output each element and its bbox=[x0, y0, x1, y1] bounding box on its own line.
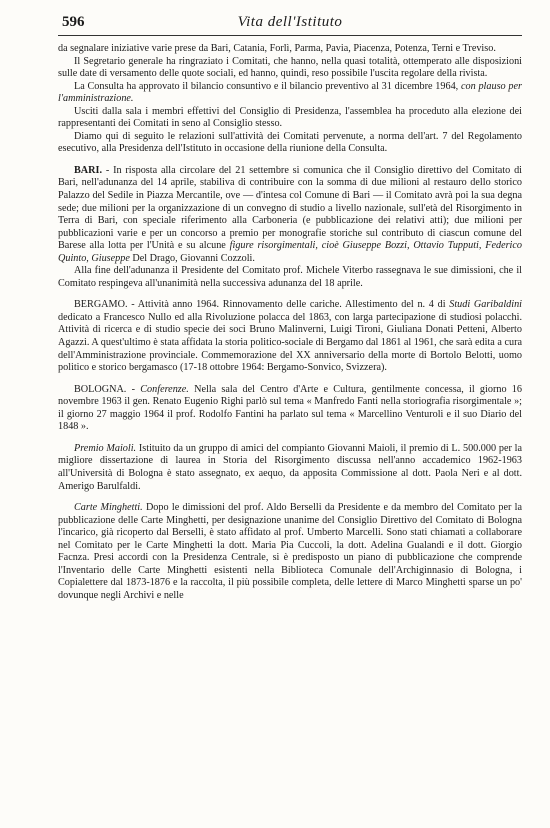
text-run: Nella sala del Centro d'Arte e Cultura, gentilmente concessa, il giorno 16 novembre 1963 il gen. Renato Eugenio Righi parlò sul tema « Manfredo Fanti nella storiografia risorgimentale »; il giorno 27 maggio 1964 il prof. Rodolfo Fantini ha parlato sul tema « Marcellino Venturoli e il suo Diario del 1848 ». bbox=[58, 383, 522, 433]
paragraph-p11 bbox=[58, 502, 522, 602]
paragraph-gap bbox=[58, 290, 522, 299]
paragraph-p4 bbox=[58, 106, 522, 131]
paragraph-p8 bbox=[58, 299, 522, 374]
paragraph-p10 bbox=[58, 443, 522, 493]
text-run: Istituito da un gruppo di amici del compianto Giovanni Maioli, il premio di L. 500.000 per la migliore dissertazione di laurea in Storia del Risorgimento discussa nell'anno accademico 1962-1963 all'Università di Bologna è stato assegnato, ex aequo, da apposita Commissione al dott. Paola Neri e al dott. Amerigo Barulfaldi. bbox=[58, 442, 523, 492]
running-title: Vita dell'Istituto bbox=[237, 14, 343, 30]
text-run: Dopo le dimissioni del prof. Aldo Berselli da Presidente e da membro del Comitato per la pubblicazione delle Carte Minghetti, per designazione unanime del Consiglio Direttivo del Comitato di Bologna l'incarico, già ricoperto dal Berselli, è stato affidato al prof. Umberto Marcelli. Sono stati chiamati a collaborare nel Comitato per le Carte Minghetti la dott. Maria Pia Cuccoli, la dott. Adelina Gualandi e il dott. Giorgio Facnza. Presi accordi con la Presidenza Centrale, si è predisposto un piano di pubblicazione che comprende l'Inventario delle Carte Minghetti esistenti nella Biblioteca Comunale dell'Archiginnasio di Bologna, i Copialettere dal 1873-1876 e la raccolta, il più possibile completa, delle lettere di Marco Minghetti sparse un po' dovunque negli Archivi e nelle bbox=[58, 502, 522, 601]
text-run: dedicato a Francesco Nullo ed alla Rivoluzione polacca del 1863, con larga partecipazione di studiosi polacchi. Attività di ricerca e di studio specie dei soci Bruno Malinverni, Luigi Tironi, Giuliana Donati Petteni, Alberto Agazzi. A quest'ultimo è stata affidata la storia politico-sociale di Bergamo dal 1861 al 1961, che sarà edita a cura dell'Amministrazione provinciale. Commemorazione del XX anniversario della morte di Bortolo Belotti, uomo politico e storico bergamasco (17-18 ottobre 1964: Bergamo-Sonvico, Svizzera). bbox=[58, 311, 522, 374]
paragraph-gap bbox=[58, 156, 522, 165]
text-run: Carte Minghetti. bbox=[74, 502, 143, 514]
paragraph-p5 bbox=[58, 131, 522, 156]
text-run: BARI. bbox=[74, 164, 103, 176]
paragraph-p2 bbox=[58, 56, 522, 81]
text-run: figure risorgimentali, cioè Giuseppe Bozzi, Ottavio Tupputi, Federico Quinto, Giuseppe bbox=[58, 240, 523, 264]
text-run: Conferenze. bbox=[140, 383, 189, 395]
page-header bbox=[58, 14, 522, 36]
header-rule bbox=[58, 35, 522, 36]
text-run: Il Segretario generale ha ringraziato i Comitati, che hanno, nella quasi totalità, ottemperato alle disposizioni sulle date di versamento delle quote sociali, ed hanno, quindi, reso possibile l'uscita regolare della rivista. bbox=[58, 55, 522, 80]
paragraph-gap bbox=[58, 375, 522, 384]
text-run: Diamo qui di seguito le relazioni sull'attività dei Comitati pervenute, a norma dell'art. 7 del Regolamento esecutivo, alla Presidenza dell'Istituto in occasione della riunione della Consulta. bbox=[58, 130, 522, 155]
text-run: Studi Garibaldini bbox=[449, 299, 522, 311]
text-run: Alla fine dell'adunanza il Presidente del Comitato prof. Michele Viterbo rassegnava le sue dimissioni, che il Comitato respingeva all'unanimità nella successiva adunanza del 18 aprile. bbox=[58, 265, 522, 289]
text-run: da segnalare iniziative varie prese da Bari, Catania, Forlì, Parma, Pavia, Piacenza, Potenza, Terni e Treviso. bbox=[58, 43, 496, 54]
text-run: - In risposta alla circolare del 21 settembre si comunica che il Consiglio direttivo del Comitato di Bari, nell'adunanza del 14 aprile, stabiliva di contribuire con la somma di due milioni al restauro dello storico Palazzo del Sedile in Piazza Mercantile, ove — d'intesa col Comune di Bari — il Comitato avrà poi la sua degna sede; due milioni per la organizzazione di un convegno di studio a livello nazionale, sull'età del Risorgimento in Terra di Bari, con speciale riferimento alla Carboneria (e pubblicazione dei relativi atti); due milioni per pubblicazioni varie e per un concorso a premio per monografie storiche sul contributo di ciascun comune del Barese alla lotta per l'Unità e su alcune bbox=[58, 164, 522, 252]
text-run: con plauso per l'amministrazione. bbox=[58, 80, 522, 105]
text-run: Del Drago, Giovanni Cozzoli. bbox=[129, 252, 255, 264]
paragraph-gap bbox=[58, 434, 522, 443]
paragraph-p7 bbox=[58, 265, 522, 290]
text-run: Usciti dalla sala i membri effettivi del Consiglio di Presidenza, l'assemblea ha proceduto alla elezione dei rappresentanti dei Comitati in seno al Consiglio stesso. bbox=[58, 105, 522, 130]
document-body bbox=[58, 43, 522, 602]
text-run: BERGAMO. - Attività anno 1964. Rinnovamento delle cariche. Allestimento del n. 4 di bbox=[74, 299, 450, 311]
text-run: Premio Maioli. bbox=[74, 442, 137, 454]
text-run: BOLOGNA. - bbox=[74, 383, 141, 395]
paragraph-p3 bbox=[58, 81, 522, 106]
paragraph-p9 bbox=[58, 384, 522, 434]
paragraph-p6 bbox=[58, 165, 522, 265]
page-number: 596 bbox=[62, 14, 85, 30]
paragraph-gap bbox=[58, 493, 522, 502]
paragraph-p1 bbox=[58, 43, 522, 56]
text-run: La Consulta ha approvato il bilancio consuntivo e il bilancio preventivo al 31 dicembre 1964, bbox=[74, 80, 461, 92]
